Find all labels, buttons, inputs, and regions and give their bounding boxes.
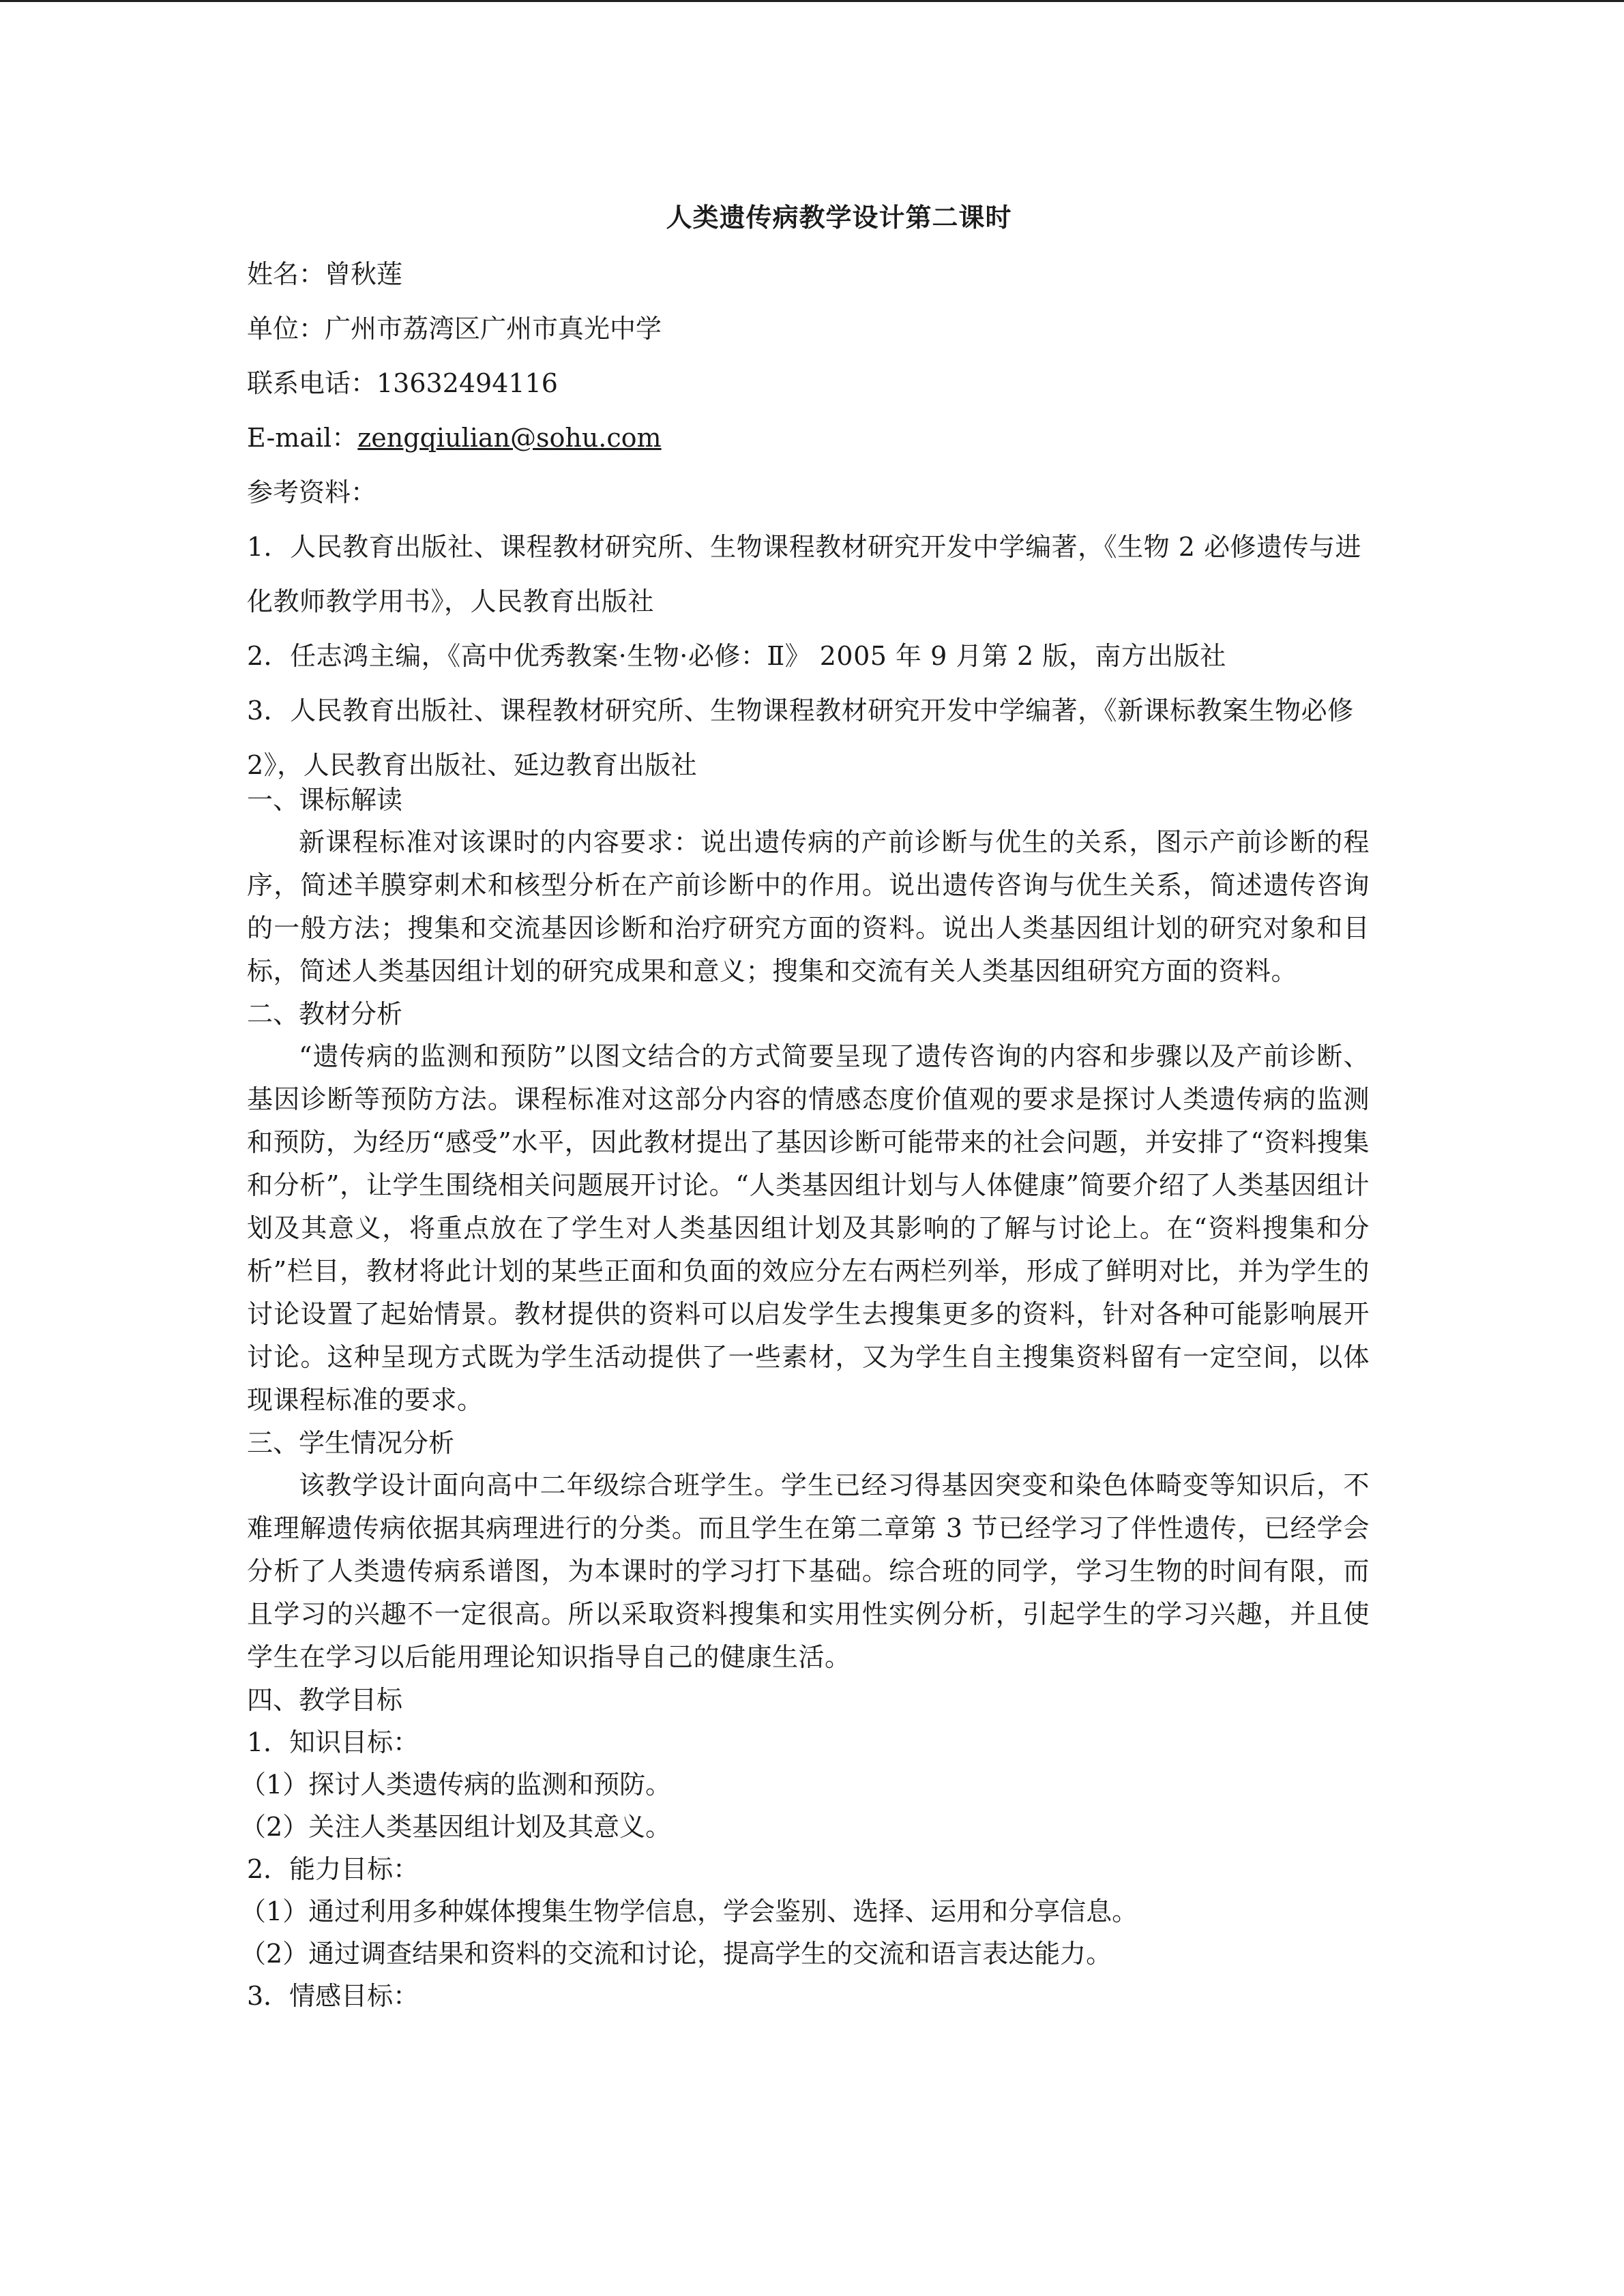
author-name-line: 姓名：曾秋莲 xyxy=(247,259,403,289)
objective-knowledge-label: 1．知识目标： xyxy=(247,1727,419,1757)
objective-ability-item-2: （2）通过调查结果和资料的交流和讨论，提高学生的交流和语言表达能力。 xyxy=(240,1939,1112,1969)
section-paragraph-students: 该教学设计面向高中二年级综合班学生。学生已经习得基因突变和染色体畸变等知识后，不难理解遗传病依据其病理进行的分类。而且学生在第二章第 3 节已经学习了伴性遗传，已经学会分析了人类遗传病系谱图，为本课时的学习打下基础。综合班的同学，学习生物的时间有限，而且学习的兴趣不一定很高。所以采取资料搜集和实用性实例分析，引起学生的学习兴趣，并且使学生在学习以后能用理论知识指导自己的健康生活。 xyxy=(247,1470,1370,1672)
section-paragraph-textbook: “遗传病的监测和预防”以图文结合的方式简要呈现了遗传咨询的内容和步骤以及产前诊断、基因诊断等预防方法。课程标准对这部分内容的情感态度价值观的要求是探讨人类遗传病的监测和预防，为经历“感受”水平，因此教材提出了基因诊断可能带来的社会问题，并安排了“资料搜集和分析”，让学生围绕相关问题展开讨论。“人类基因组计划与人体健康”简要介绍了人类基因组计划及其意义，将重点放在了学生对人类基因组计划及其影响的了解与讨论上。在“资料搜集和分析”栏目，教材将此计划的某些正面和负面的效应分左右两栏列举，形成了鲜明对比，并为学生的讨论设置了起始情景。教材提供的资料可以启发学生去搜集更多的资料，针对各种可能影响展开讨论。这种呈现方式既为学生活动提供了一些素材，又为学生自主搜集资料留有一定空间，以体现课程标准的要求。 xyxy=(247,1041,1370,1415)
section-heading-students: 三、学生情况分析 xyxy=(247,1428,455,1458)
document-page xyxy=(240,188,1370,2017)
objective-emotion-label: 3．情感目标： xyxy=(247,1981,419,2011)
reference-item-3: 3．人民教育出版社、课程教材研究所、生物课程教材研究开发中学编著，《新课标教案生物必修 2》，人民教育出版社、延边教育出版社 xyxy=(247,696,1354,780)
author-unit-line: 单位：广州市荔湾区广州市真光中学 xyxy=(247,314,662,344)
author-phone-line: 联系电话：13632494116 xyxy=(247,368,558,398)
section-heading-textbook: 二、教材分析 xyxy=(247,999,403,1029)
section-paragraph-curriculum: 新课程标准对该课时的内容要求：说出遗传病的产前诊断与优生的关系，图示产前诊断的程序，简述羊膜穿刺术和核型分析在产前诊断中的作用。说出遗传咨询与优生关系，简述遗传咨询的一般方法；搜集和交流基因诊断和治疗研究方面的资料。说出人类基因组计划的研究对象和目标，简述人类基因组计划的研究成果和意义；搜集和交流有关人类基因组研究方面的资料。 xyxy=(247,827,1370,986)
references-label: 参考资料： xyxy=(247,477,377,507)
reference-item-2: 2．任志鸿主编，《高中优秀教案·生物·必修：Ⅱ》 2005 年 9 月第 2 版，南方出版社 xyxy=(247,641,1226,671)
section-heading-objectives: 四、教学目标 xyxy=(247,1685,403,1715)
objective-knowledge-item-1: （1）探讨人类遗传病的监测和预防。 xyxy=(240,1770,672,1800)
document-title: 人类遗传病教学设计第二课时 xyxy=(666,202,1012,233)
page-top-border xyxy=(0,0,1624,2)
objective-ability-label: 2．能力目标： xyxy=(247,1854,419,1884)
author-email-line xyxy=(247,411,1370,465)
reference-item-1: 1．人民教育出版社、课程教材研究所、生物课程教材研究开发中学编著，《生物 2 必修遗传与进化教师教学用书》，人民教育出版社 xyxy=(247,532,1362,616)
objective-ability-item-1: （1）通过利用多种媒体搜集生物学信息，学会鉴别、选择、运用和分享信息。 xyxy=(240,1896,1138,1926)
email-label: E-mail： xyxy=(247,423,358,453)
email-link[interactable]: zengqiulian@sohu.com xyxy=(357,423,662,453)
section-heading-curriculum: 一、课标解读 xyxy=(247,785,403,815)
objective-knowledge-item-2: （2）关注人类基因组计划及其意义。 xyxy=(240,1812,672,1842)
